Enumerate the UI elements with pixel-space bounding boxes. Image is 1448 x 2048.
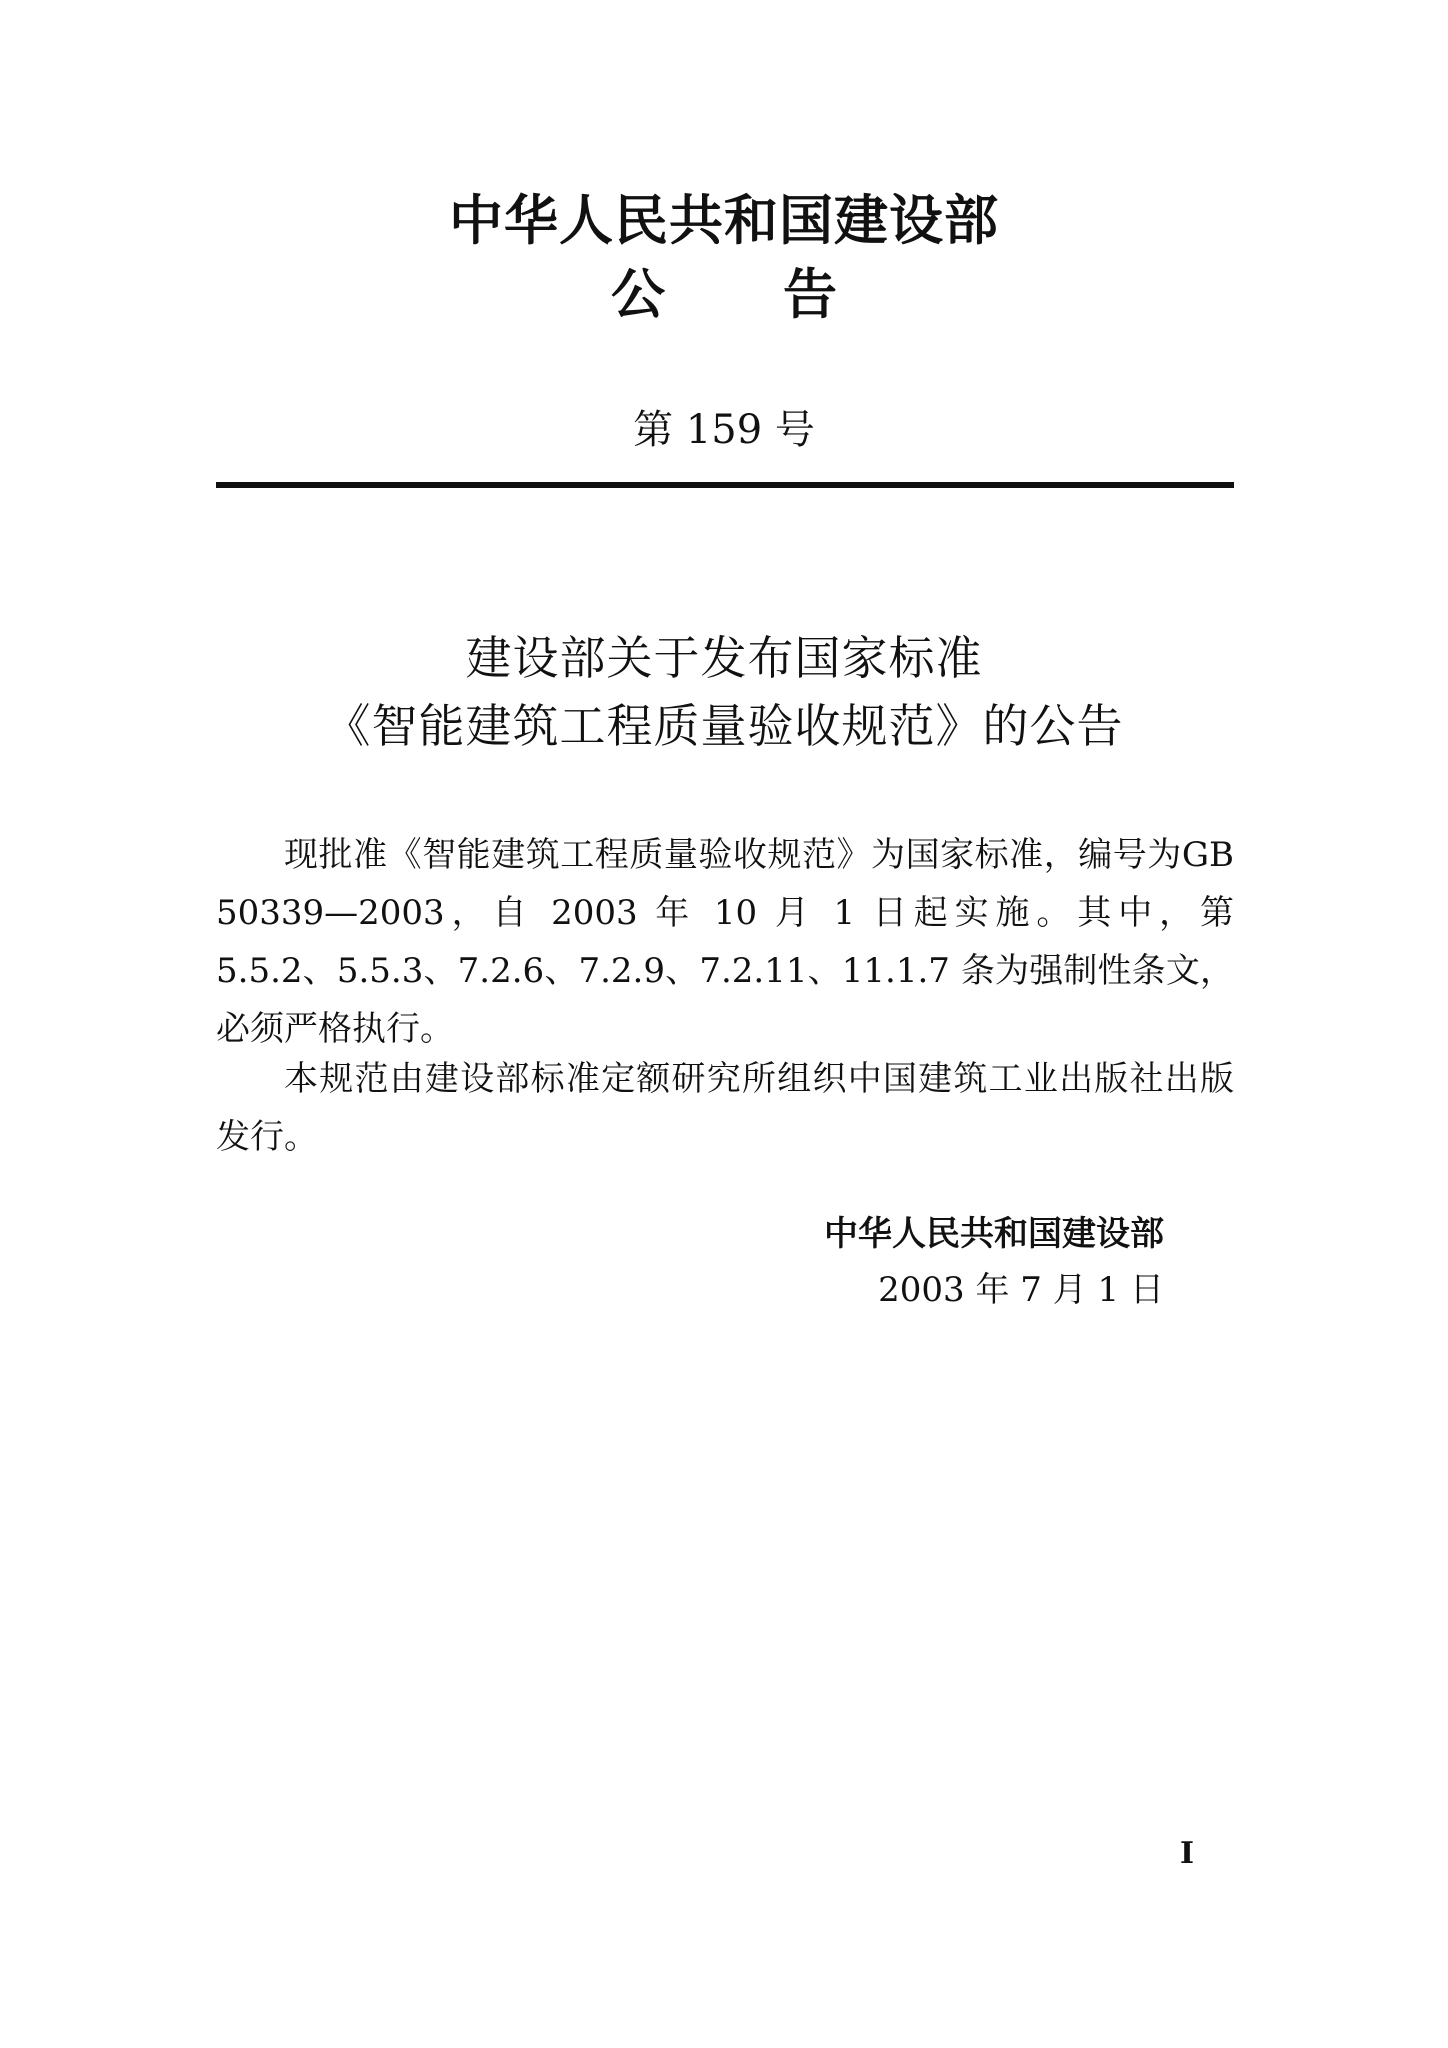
page-number: I <box>1180 1836 1195 1871</box>
notice-title <box>0 262 1448 328</box>
header-divider <box>216 482 1234 488</box>
signature-organization: 中华人民共和国建设部 <box>824 1214 1164 1254</box>
body-paragraph-2: 本规范由建设部标准定额研究所组织中国建筑工业出版社出版发行。 <box>216 1059 1234 1157</box>
body-paragraph-1-block <box>216 826 1234 1058</box>
body-paragraph-1: 现批准《智能建筑工程质量验收规范》为国家标准，编号为GB 50339—2003，自 2003 年 10 月 1 日起实施。其中，第 5.5.2、5.5.3、7.2.6、7.2.9、7.2.11、11.1.7 条为强制性条文，必须严格执行。 <box>216 835 1234 1049</box>
body-paragraph-2-block <box>216 1050 1234 1166</box>
headline-line-2: 《智能建筑工程质量验收规范》的公告 <box>324 699 1124 753</box>
issue-number: 第 159 号 <box>633 407 815 453</box>
ministry-title: 中华人民共和国建设部 <box>449 189 999 252</box>
notice-title-char-2: 告 <box>783 263 837 326</box>
signature-date: 2003 年 7 月 1 日 <box>878 1270 1164 1310</box>
headline-line-1: 建设部关于发布国家标准 <box>465 631 983 685</box>
notice-title-char-1: 公 <box>611 263 665 326</box>
